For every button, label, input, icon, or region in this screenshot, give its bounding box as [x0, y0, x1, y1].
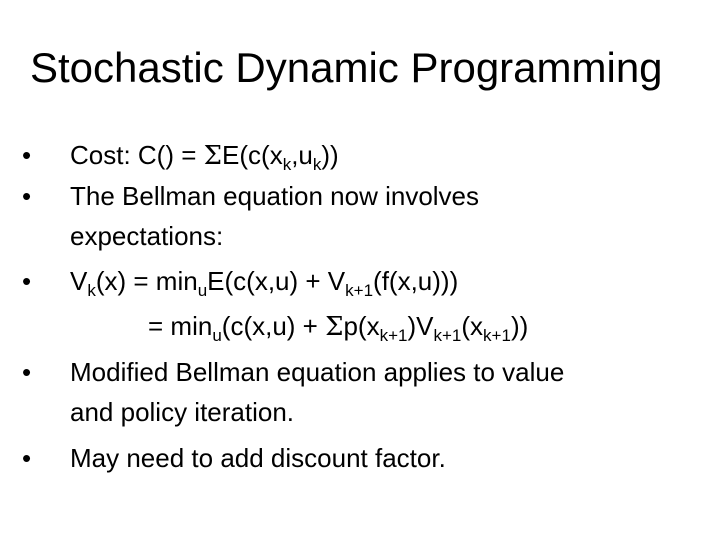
- text: E(c(x,u) + V: [207, 266, 346, 296]
- text: E(c(x: [222, 140, 283, 170]
- sigma-symbol: Σ: [325, 312, 344, 342]
- bullet-glyph: •: [22, 266, 32, 296]
- text: May need to add discount factor.: [70, 443, 446, 473]
- text: )): [321, 140, 339, 170]
- text: The Bellman equation now involves: [70, 181, 480, 211]
- bullet-glyph: •: [22, 443, 32, 473]
- bullet-glyph: •: [22, 140, 32, 170]
- subscript: k+1: [379, 326, 408, 345]
- bullet-bellman: [22, 179, 479, 213]
- bullet-bellman-continuation: expectations:: [70, 221, 224, 251]
- slide-title: Stochastic Dynamic Programming: [30, 44, 663, 91]
- subscript: k+1: [433, 326, 462, 345]
- subscript: u: [212, 326, 222, 345]
- text: = min: [148, 311, 213, 341]
- text: (f(x,u))): [373, 266, 459, 296]
- subscript: k: [282, 155, 292, 174]
- text: Cost: C() =: [70, 140, 204, 170]
- text: V: [70, 266, 88, 296]
- subscript: k+1: [483, 326, 511, 345]
- bullet-discount: [22, 441, 446, 475]
- subscript: u: [197, 281, 208, 300]
- bullet-modified-continuation: and policy iteration.: [70, 397, 295, 427]
- sigma-symbol: Σ: [203, 141, 223, 171]
- text: p(x: [343, 311, 380, 341]
- bullet-glyph: •: [22, 181, 32, 211]
- text: (c(x,u) +: [221, 311, 326, 341]
- bullet-glyph: •: [22, 357, 32, 387]
- subscript: k: [87, 281, 96, 300]
- text: (x: [461, 311, 484, 341]
- subscript: k: [312, 155, 322, 174]
- bullet-vk: [22, 264, 458, 298]
- text: )): [510, 311, 529, 341]
- text: ,u: [291, 140, 313, 170]
- bullet-cost: [22, 138, 339, 173]
- text: Modified Bellman equation applies to value: [70, 357, 565, 387]
- subscript: k+1: [345, 281, 374, 300]
- vk-second-line: [148, 309, 528, 344]
- text: )V: [407, 311, 434, 341]
- bullet-modified: [22, 355, 564, 389]
- text: (x) = min: [95, 266, 198, 296]
